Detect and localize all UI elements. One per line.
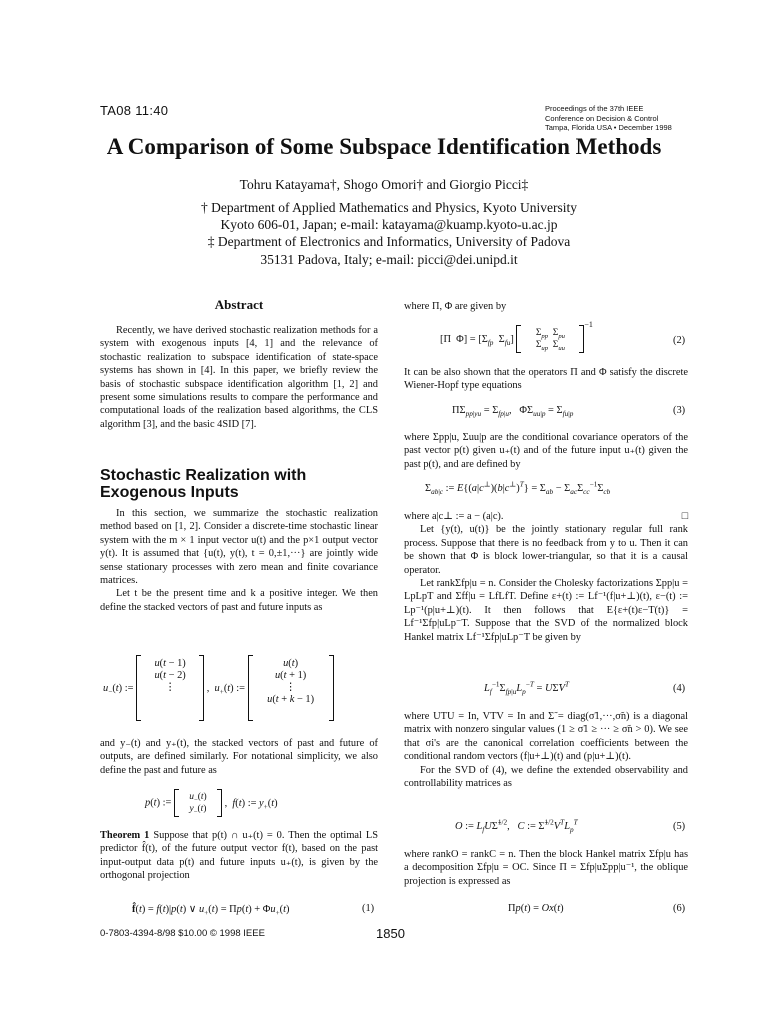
section-heading-line: Exogenous Inputs	[100, 484, 239, 501]
theorem	[100, 829, 378, 883]
right-text	[404, 510, 688, 644]
affiliations	[0, 199, 768, 268]
equation-conditional-cov: $\Sigma_{ab|c}$ := $E\{(a|c^\perp)(b|c^\perp)^T\} = \Sigma_{ab} - \Sigma_{ac}\Sigma_{cc}^{-1}\Sigma_{cb}$	[425, 480, 611, 497]
equation-4: $L_f^{-1}\Sigma_{fp|u}L_p^{-T}$ = $U\SigmãV^T$	[484, 680, 569, 697]
paragraph: where Σpp|u, Σuu|p are the conditional covariance operators of the past vector p(t) given u₊(t) and of the future input u₊(t) given the past p(t), and are defined by	[404, 432, 688, 470]
equation-number: (2)	[673, 335, 686, 346]
right-text	[404, 366, 688, 393]
right-text	[404, 431, 688, 471]
affiliation-line: † Department of Applied Mathematics and Physics, Kyoto University	[200, 200, 578, 215]
paragraph: It can be also shown that the operators Π and Φ satisfy the discrete Wiener-Hopf type equations	[404, 367, 688, 392]
conference-line: Tampa, Florida USA • December 1998	[545, 123, 672, 132]
conference-info	[545, 104, 672, 133]
equation-5: O := $L_fU\Sigmã^{1/2}$, C := $\Sigmã^{1/2}V^TL_p^T$	[455, 818, 578, 835]
paragraph: For the SVD of (4), we define the extended observability and controllability matrices as	[404, 764, 688, 790]
paper-title: A Comparison of Some Subspace Identification Methods	[106, 134, 662, 159]
paragraph: Let t be the present time and k a positive integer. We then define the stacked vectors of past and future inputs as	[100, 588, 378, 613]
paragraph: where rankO = rankC = n. Then the block Hankel matrix Σfp|u has a decomposition Σfp|u = OC. Since Π = Σfp|uΣpp|u⁻¹, the oblique projection is expressed as	[404, 849, 688, 887]
theorem-label: Theorem 1	[100, 830, 150, 841]
abstract-body	[100, 324, 378, 431]
equation-6: Πp(t) = Ox(t)	[508, 903, 564, 914]
session-code: TA08 11:40	[100, 103, 169, 118]
section-heading	[100, 467, 390, 501]
equation-number: (1)	[362, 903, 375, 914]
paragraph: In this section, we summarize the stochastic realization method based on [1, 2]. Consider a discrete-time stochastic linear system with the m × 1 input vector u(t) and the p×1 output vector y(t). It is assumed that {u(t), y(t), t = 0,±1,···} are jointly wide sense stationary processes with zero mean and finite covariance matrices.	[100, 508, 378, 587]
paragraph: where Π, Φ are given by	[404, 301, 507, 312]
equation-number: (4)	[673, 683, 686, 694]
equation-number: (5)	[673, 821, 686, 832]
right-text	[404, 848, 688, 888]
author-list: Tohru Katayama†, Shogo Omori† and Giorgio Picci‡	[239, 177, 529, 192]
copyright-footer: 0-7803-4394-8/98 $10.00 © 1998 IEEE	[100, 928, 265, 939]
paragraph: where a|c⊥ := a − (a|c).	[404, 511, 504, 522]
equation-2: [Π $\Phi] = [\Sigma_{fp}$ $\Sigma_{fu}$] $\Sigma_{pp}$ $\Sigma_{pu}$ $\Sigma_{up}$ $\Sigma_{uu}^{-1}$	[440, 320, 593, 352]
right-text	[404, 300, 688, 313]
qed-symbol: □	[681, 511, 688, 522]
equation-3: $\Pi\Sigma_{pp|yu} = \Sigma_{fp|u}$, $\Phi\Sigma_{uu|p} = \Sigma_{fu|p}$	[452, 405, 574, 419]
section-body-2	[100, 737, 378, 777]
affiliation-line: 35131 Padova, Italy; e-mail: picci@dei.unipd.it	[260, 251, 518, 267]
equation-past-future: p(t) := $u_-(t)$ $y_-(t)$ , f(t) := $y_+(t)$	[145, 789, 278, 817]
abstract-text: Recently, we have derived stochastic realization methods for a system with exogenous inputs [4, 1] and the relevance of stochastic realization to subspace identification of state-space systems has shown in [4]. In this paper, we briefly review the basis of stochastic subspace identification algorithm [1, 2] and present some simulations results to compare the performance and computational loads of the realization based algorithms, the CLS algorithm [3], and the basic 4SID [7].	[100, 325, 378, 430]
affiliation-line: ‡ Department of Electronics and Informatics, University of Padova	[207, 234, 571, 250]
equation-number: (6)	[673, 903, 686, 914]
paragraph: Let rankΣfp|u = n. Consider the Cholesky factorizations Σpp|u = LpLpT and Σff|u = LfLfT. Define ε+(t) := Lf⁻¹(f|u+⊥)(t), ε−(t) := Lp⁻¹(p|u+⊥)(t). It then follows that E{ε+(t)ε−T(t)} = Lf⁻¹Σfp|uLp⁻T. Suppose that the SVD of the normalized block Hankel matrix Lf⁻¹Σfp|uLp⁻T be given by	[404, 578, 688, 643]
page-number: 1850	[376, 926, 405, 941]
paragraph: where UTU = In, VTV = In and Σ̃ = diag(σ̃1,···,σ̃n) is a diagonal matrix with nonzero singular values (1 ≥ σ̃1 ≥ ··· ≥ σ̃n > 0). We see that σi's are the canonical correlation coefficients between the conditional random vectors (f|u+⊥)(t) and (p|u+⊥)(t).	[404, 711, 688, 763]
equation-1: f̂(t) = f(t)|p(t) ∨ $u_+(t) = \Pi p(t) + \Phi u_+(t)$	[132, 904, 290, 918]
conference-line: Conference on Decision & Control	[545, 113, 659, 123]
abstract-heading: Abstract	[214, 297, 264, 312]
theorem-text: Suppose that p(t) ∩ u₊(t) = 0. Then the optimal LS predictor f̂(t), of the future output vector f(t), based on the past input-output data p(t) and future inputs u₊(t), is given by the orthogonal projection	[100, 830, 378, 882]
right-text	[404, 710, 688, 790]
equation-stacked-inputs: $u_-(t)$ := u(t − 1) u(t − 2) ⋮ , $u_+(t)$ := u(t) u(t + 1) ⋮ u(t + k − 1)	[103, 655, 334, 721]
section-body	[100, 507, 378, 614]
section-heading-line: Stochastic Realization with	[100, 467, 307, 484]
equation-number: (3)	[673, 405, 686, 416]
conference-line: Proceedings of the 37th IEEE	[545, 104, 644, 113]
paragraph: Let {y(t), u(t)} be the jointly stationary regular full rank process. Suppose that there is no feedback from y to u. Then it can be shown that Φ is block lower-triangular, so that it is a causal operator.	[404, 524, 688, 576]
paragraph: and y₋(t) and y₊(t), the stacked vectors of past and future of outputs, are defined similarly. For notational simplicity, we also define the past and future as	[100, 738, 378, 776]
affiliation-line: Kyoto 606-01, Japan; e-mail: katayama@kuamp.kyoto-u.ac.jp	[220, 217, 558, 233]
